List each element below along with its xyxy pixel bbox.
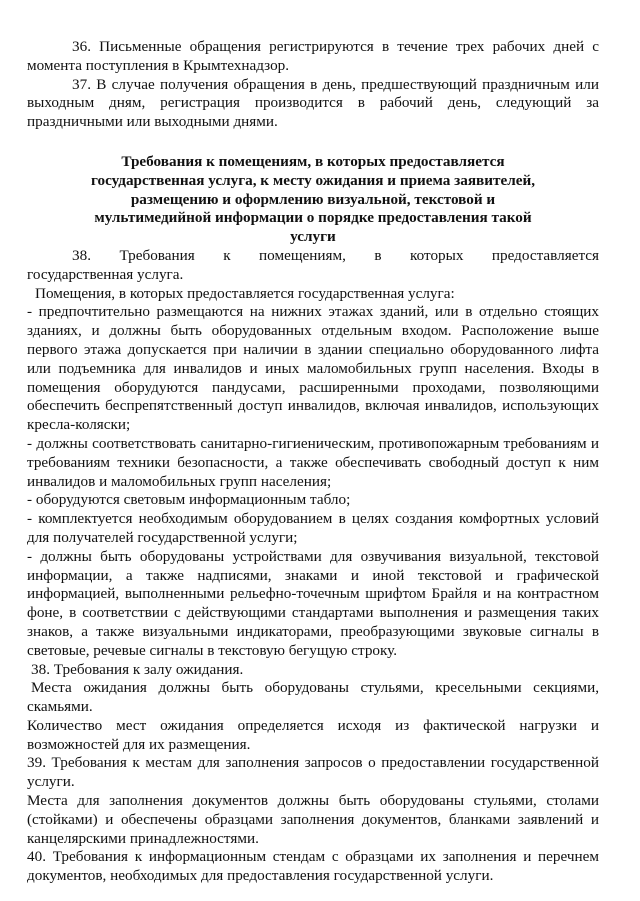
requirement-3: - оборудуются световым информационным табло;: [27, 491, 351, 509]
item-38-title: 38. Требования к помещениям, в которых предоставляется: [72, 246, 599, 264]
premises-intro: Помещения, в которых предоставляется государственная услуга:: [35, 284, 455, 302]
document-body: [27, 38, 599, 886]
section-heading: Требования к помещениям, в которых предоставляется государственная услуга, к месту ожидания и приема заявителей, размещению и оформлению визуальной, текстовой и мультимедийной информации о порядке предоставления такой услуги: [90, 152, 536, 246]
item-39: 39. Требования к местам для заполнения запросов о предоставлении государственной услуги.: [27, 754, 599, 791]
waiting-hall-heading: 38. Требования к залу ожидания.: [31, 660, 244, 678]
requirement-1: - предпочтительно размещаются на нижних этажах зданий, или в отдельно стоящих зданиях, и должны быть оборудованных отдельным входом. Расположение выше первого этажа допускается при наличии в здании специально оборудованного лифта или подъемника для инвалидов и иных маломобильных групп населения. Входы в помещения оборудуются пандусами, расширенными проходами, позволяющими обеспечить беспрепятственный доступ инвалидов, включая инвалидов, использующих кресла-коляски;: [27, 303, 599, 434]
paragraph-37: 37. В случае получения обращения в день, предшествующий праздничным или выходным дням, регистрация производится в рабочий день, следующий за праздничными или выходными днями.: [27, 75, 599, 131]
paragraph-36: 36. Письменные обращения регистрируются в течение трех рабочих дней с момента поступления в Крымтехнадзор.: [27, 38, 599, 74]
requirement-4: - комплектуется необходимым оборудованием в целях создания комфортных условий для получателей государственной услуги;: [27, 510, 599, 546]
item-39-text: Места для заполнения документов должны быть оборудованы стульями, столами (стойками) и обеспечены образцами заполнения документов, бланками заявлений и канцелярскими принадлежностями.: [27, 792, 599, 847]
waiting-hall-text-2: Количество мест ожидания определяется исходя из фактической нагрузки и возможностей для их размещения.: [27, 716, 599, 753]
item-38-continuation: государственная услуга.: [27, 265, 184, 283]
item-40: 40. Требования к информационным стендам с образцами их заполнения и перечнем документов, необходимых для предоставления государственной услуги.: [27, 848, 599, 885]
waiting-hall-text-1: Места ожидания должны быть оборудованы стульями, кресельными секциями, скамьями.: [27, 679, 599, 716]
requirement-5: - должны быть оборудованы устройствами для озвучивания визуальной, текстовой информации, а также надписями, знаками и иной текстовой и графической информацией, выполненными рельефно-точечным шрифтом Брайля и на контрастном фоне, в соответствии с действующими стандартами выполнения и размещения таких знаков, а также визуальными индикаторами, преобразующими звуковые сигналы в световые, речевые сигналы в текстовую бегущую строку.: [27, 547, 599, 659]
requirement-2: - должны соответствовать санитарно-гигиеническим, противопожарным требованиям и требованиям техники безопасности, а также обеспечивать свободный доступ к ним инвалидов и маломобильных групп населения;: [27, 434, 599, 490]
